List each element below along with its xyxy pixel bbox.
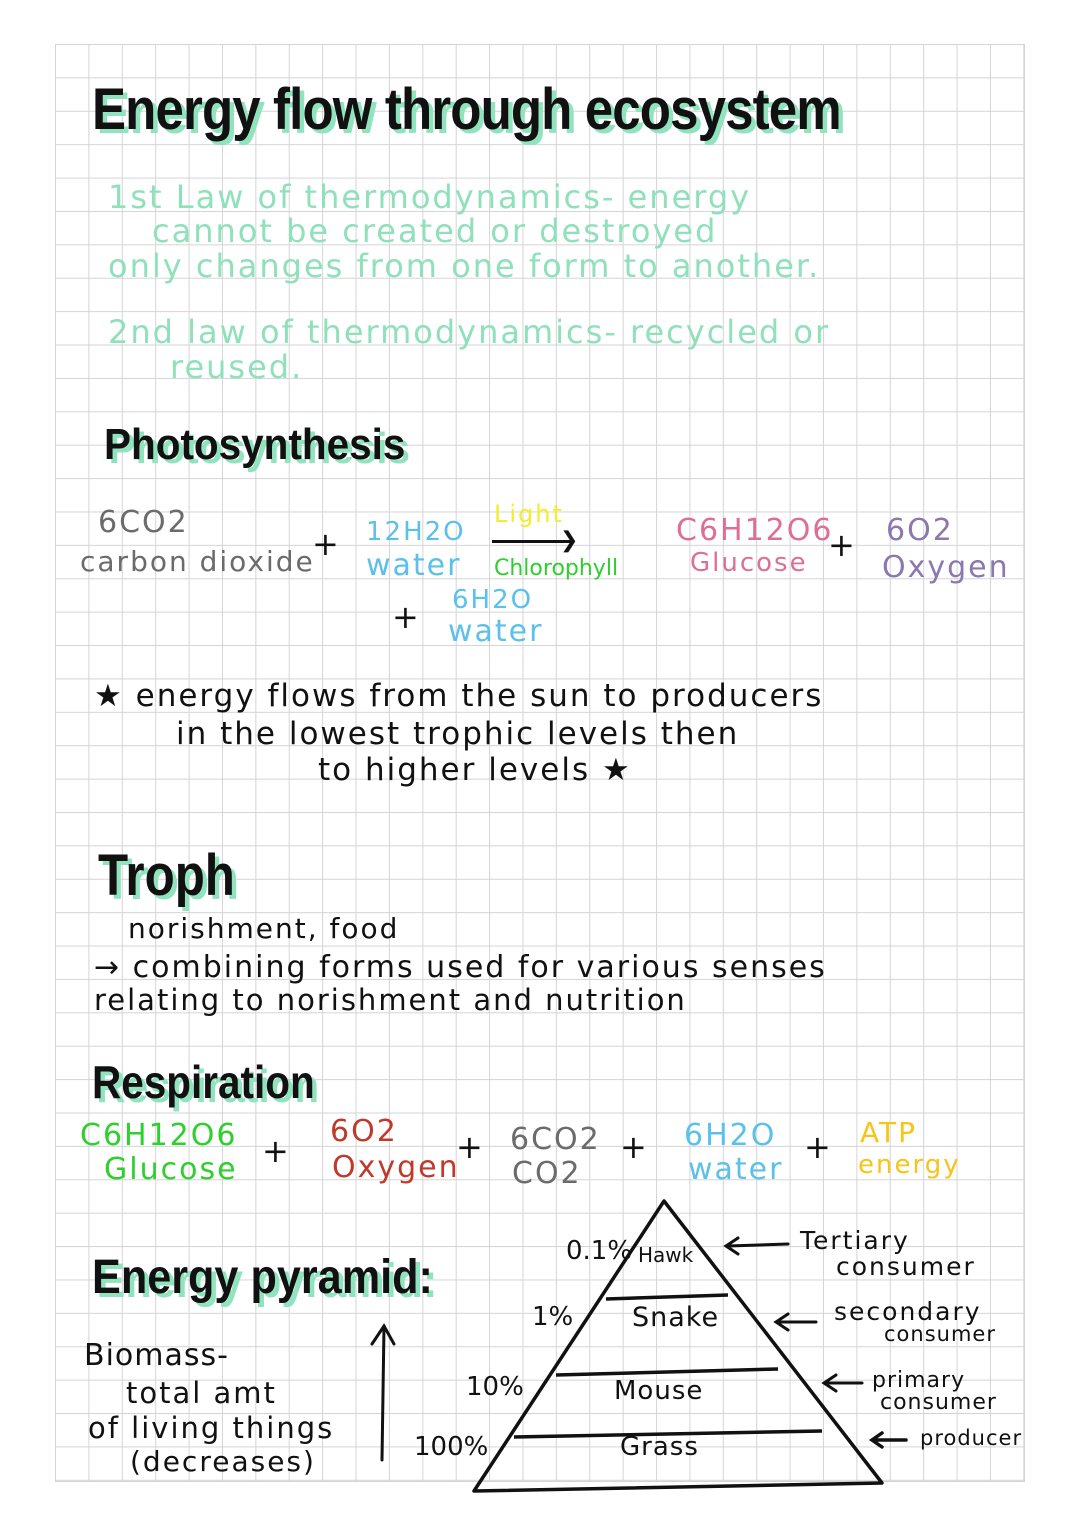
energy-note-line-2: in the lowest trophic levels then (176, 716, 740, 752)
second-law-line-1: 2nd law of thermodynamics- recycled or (108, 313, 831, 351)
first-law-line-2: cannot be created or destroyed (152, 212, 718, 250)
role-primary-line-2: consumer (880, 1390, 997, 1415)
troph-note-line-1: → combining forms used for various senses (94, 950, 827, 985)
resp-co2-label: CO2 (512, 1156, 582, 1191)
resp-h2o-formula: 6H2O (684, 1118, 777, 1153)
plus-sign: + (804, 1128, 831, 1166)
plus-sign: + (828, 526, 855, 564)
resp-h2o-label: water (688, 1152, 784, 1187)
arrow-left-icon (720, 1236, 790, 1256)
respiration-heading: Respiration (92, 1056, 315, 1108)
co2-label: carbon dioxide (80, 545, 315, 578)
glucose-formula: C6H12O6 (676, 513, 834, 548)
level-pct-grass: 100% (414, 1432, 489, 1462)
page-title: Energy flow through ecosystem (92, 77, 841, 142)
glucose-label: Glucose (690, 548, 808, 578)
troph-heading: Troph (98, 843, 235, 908)
h2o-formula: 12H2O (366, 517, 466, 547)
biomass-line-3: of living things (88, 1411, 335, 1445)
resp-o2-label: Oxygen (332, 1150, 460, 1185)
role-tertiary-line-1: Tertiary (800, 1226, 910, 1255)
energy-note-line-3: to higher levels ★ (318, 752, 632, 788)
level-pct-hawk: 0.1% (566, 1236, 633, 1266)
role-producer: producer (920, 1426, 1023, 1450)
resp-glucose-label: Glucose (104, 1152, 238, 1187)
plus-sign: + (392, 598, 419, 636)
level-name-hawk: Hawk (638, 1243, 694, 1267)
plus-sign: + (620, 1128, 647, 1166)
arrow-left-icon (868, 1430, 908, 1450)
biomass-line-1: Biomass- (84, 1338, 229, 1373)
plus-sign: + (312, 525, 339, 563)
biomass-up-arrow-icon (368, 1322, 398, 1462)
second-law-line-2: reused. (170, 348, 304, 386)
biomass-line-2: total amt (126, 1376, 277, 1410)
chlorophyll-label: Chlorophyll (494, 556, 619, 581)
photosynthesis-heading: Photosynthesis (104, 420, 406, 469)
first-law-line-3: only changes from one form to another. (108, 247, 821, 285)
energy-pyramid-heading: Energy pyramid: (92, 1251, 433, 1304)
resp-atp-formula: ATP (860, 1116, 917, 1149)
resp-glucose-formula: C6H12O6 (80, 1118, 238, 1153)
role-primary-line-1: primary (872, 1368, 966, 1393)
first-law-line-1: 1st Law of thermodynamics- energy (108, 178, 752, 216)
energy-note-line-1: ★ energy flows from the sun to producers (94, 678, 824, 714)
biomass-line-4: (decreases) (130, 1445, 316, 1478)
plus-sign: + (262, 1132, 289, 1170)
co2-formula: 6CO2 (98, 505, 189, 540)
role-secondary-line-2: consumer (884, 1322, 996, 1346)
level-pct-mouse: 10% (466, 1372, 524, 1402)
h2o-product-label: water (448, 614, 544, 649)
arrow-head-icon: ❯ (560, 528, 579, 553)
level-name-snake: Snake (632, 1302, 720, 1333)
level-pct-snake: 1% (532, 1302, 574, 1332)
troph-note-line-2: relating to norishment and nutrition (94, 983, 687, 1017)
resp-co2-formula: 6CO2 (510, 1122, 601, 1157)
level-name-mouse: Mouse (614, 1376, 704, 1406)
resp-o2-formula: 6O2 (330, 1114, 398, 1149)
arrow-left-icon (772, 1312, 818, 1332)
role-tertiary-line-2: consumer (836, 1252, 976, 1281)
o2-label: Oxygen (882, 550, 1010, 585)
h2o-label: water (366, 548, 462, 583)
o2-formula: 6O2 (886, 513, 954, 548)
arrow-left-icon (820, 1373, 864, 1393)
h2o-product-formula: 6H2O (452, 585, 534, 615)
level-name-grass: Grass (620, 1432, 699, 1462)
light-label: Light (494, 500, 564, 528)
plus-sign: + (456, 1128, 483, 1166)
troph-definition: norishment, food (128, 912, 400, 945)
role-secondary-line-1: secondary (834, 1297, 982, 1326)
resp-atp-label: energy (858, 1150, 961, 1180)
